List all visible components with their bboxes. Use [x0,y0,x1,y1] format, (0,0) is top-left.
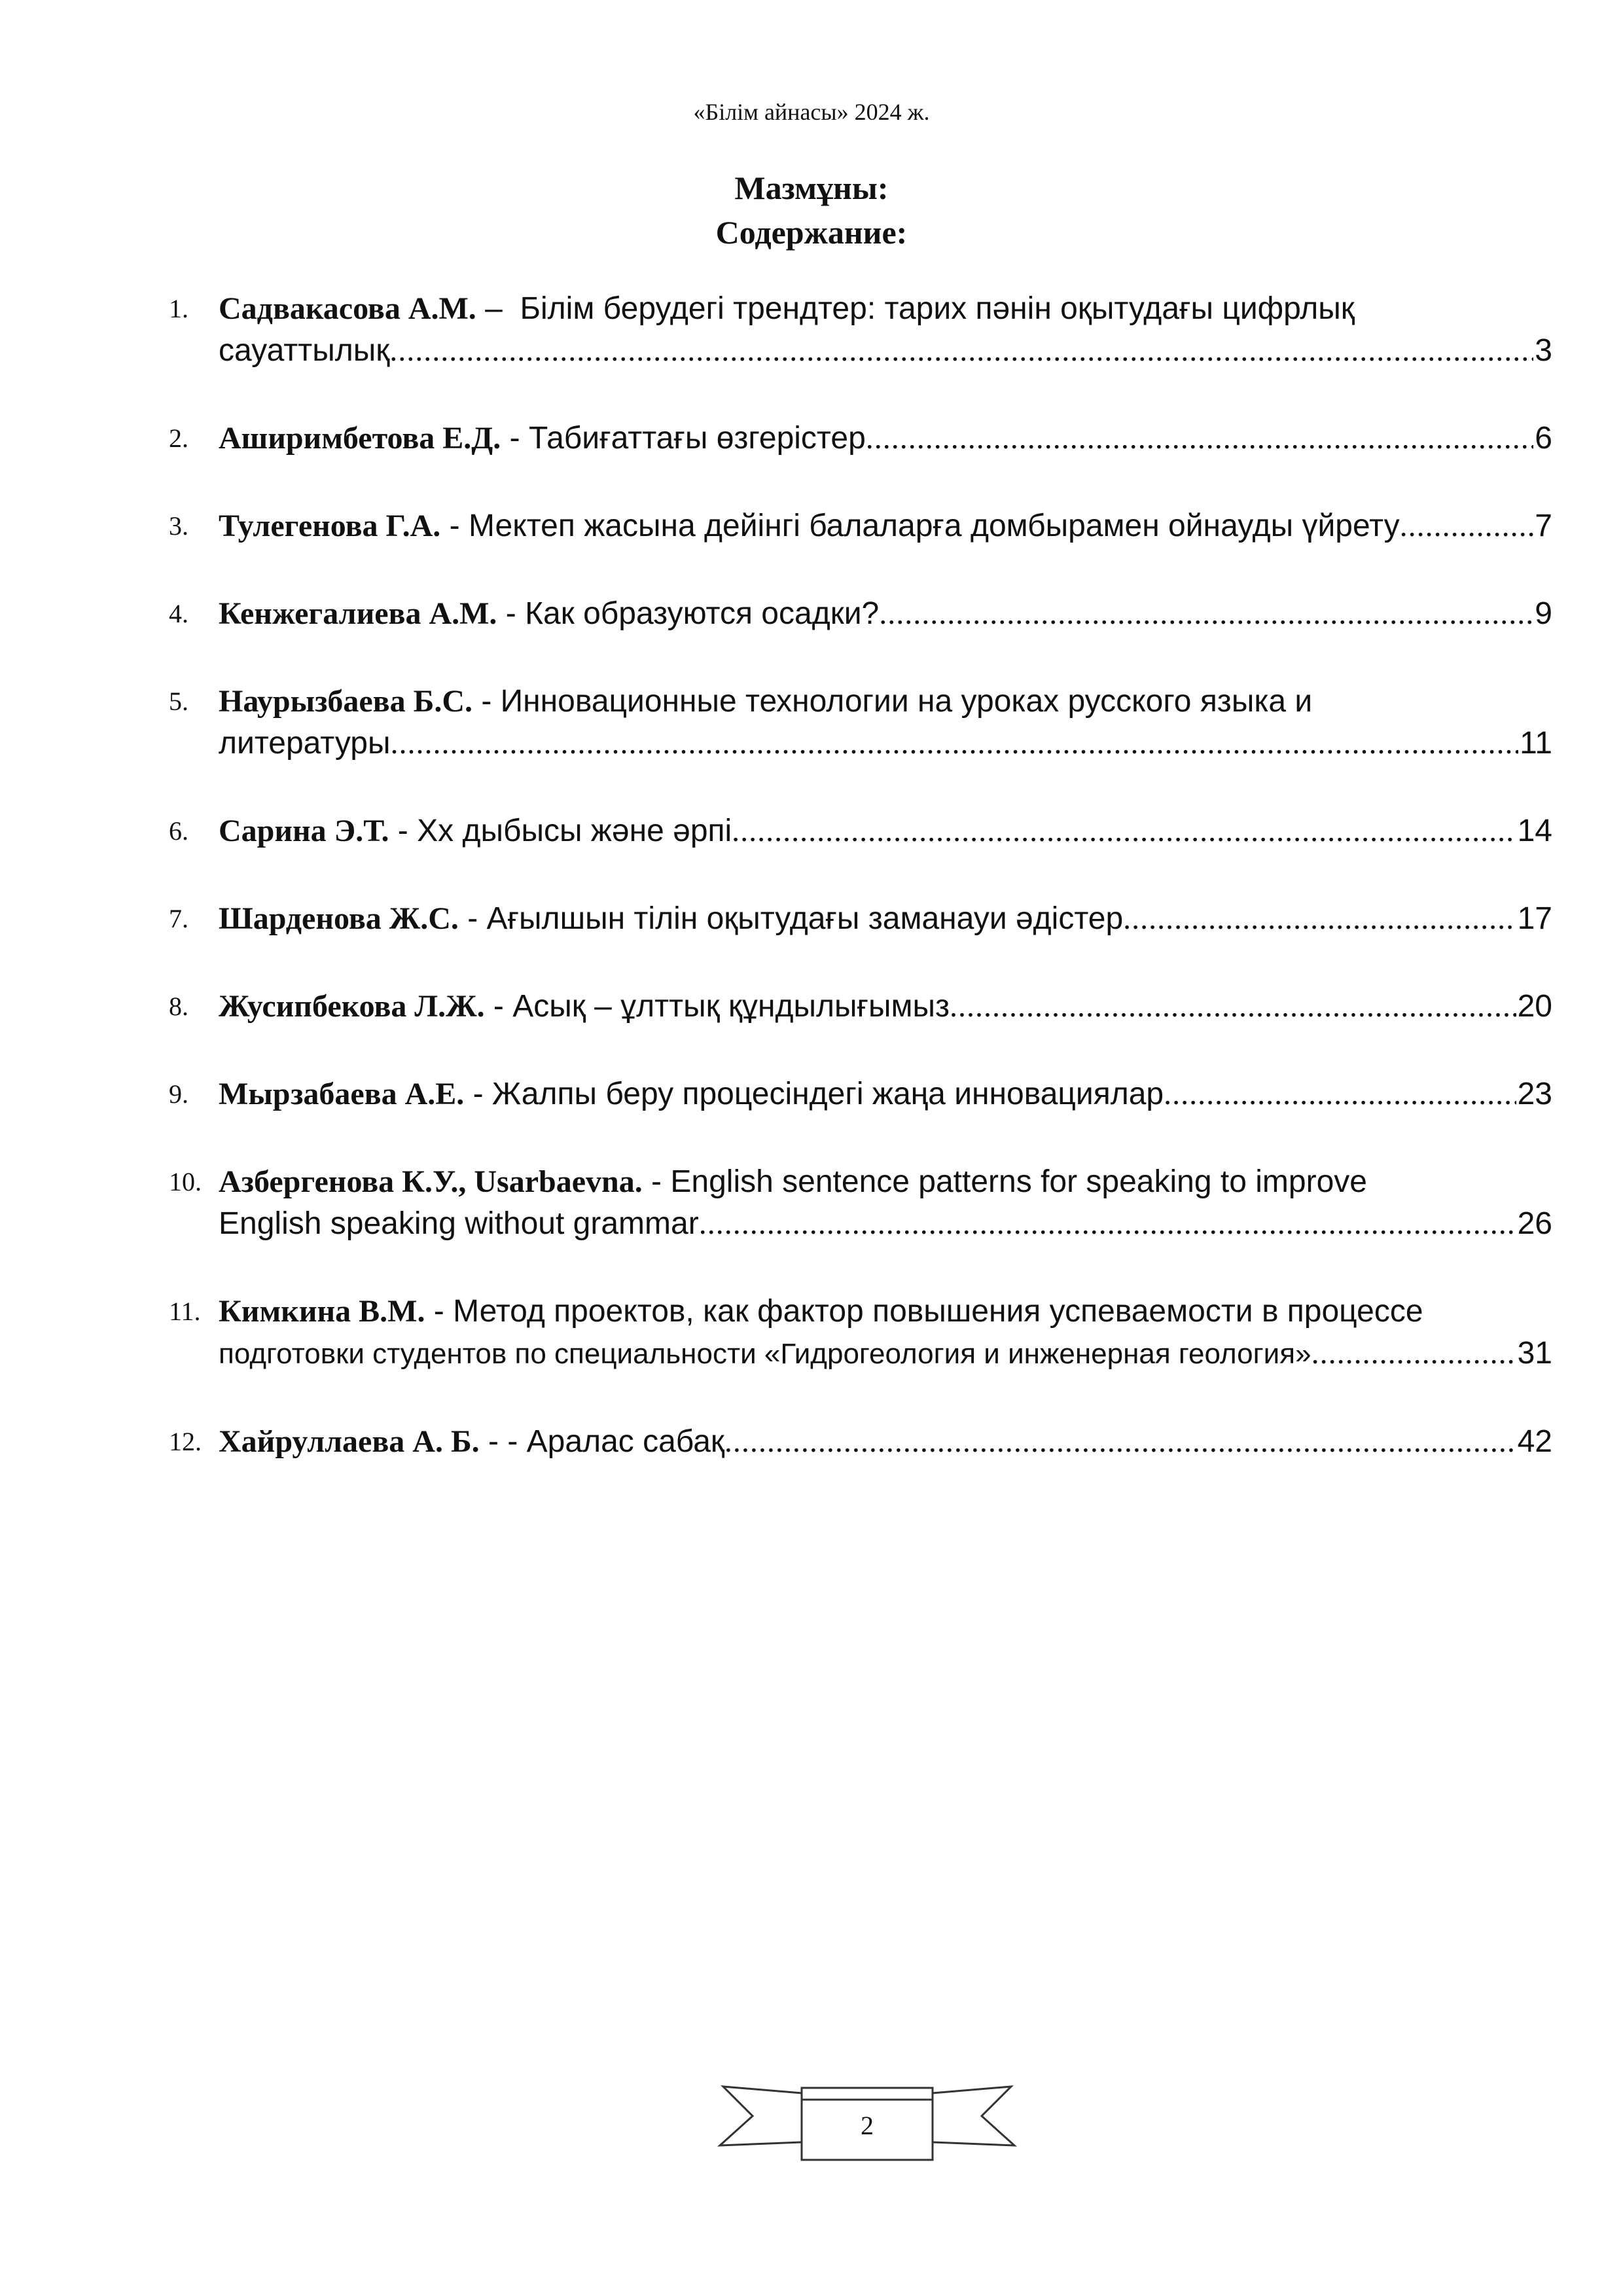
toc-item-page: 9 [1535,596,1552,631]
dot-leader [732,810,1516,852]
toc-item-page: 31 [1517,1336,1552,1371]
toc-item[interactable]: 2. Аширимбетова Е.Д. - Табиғаттағы өзгерістер ..... 6 [169,418,1552,459]
toc-item-title: English sentence patterns for speaking to improve [670,1164,1367,1199]
toc-item-author: Мырзабаева А.Е. [219,1077,465,1111]
toc-item[interactable]: 4. Кенжегалиева А.М. - Как образуются осадки? ..... 9 [169,593,1552,635]
toc-item-author: Аширимбетова Е.Д. [219,421,501,456]
toc-item-number: 3. [169,511,188,541]
title-kazakh: Мазмұны: [734,170,889,206]
toc-item-title: Мектеп жасына дейінгі балаларға домбырамен ойнауды үйрету [468,509,1400,543]
toc-item-number: 10. [169,1167,202,1196]
dot-leader [699,1203,1516,1245]
toc-item-page: 20 [1517,989,1552,1024]
toc-item-number: 4. [169,599,188,628]
toc-item[interactable]: 3. Тулегенова Г.А. - Мектеп жасына дейінгі балаларға домбырамен ойнауды үйрету ..... 7 [169,505,1552,547]
toc-item-title: Жалпы беру процесіндегі жаңа инновациялар [491,1077,1164,1111]
toc-item-number: 7. [169,904,188,933]
toc-item-title: Как образуются осадки? [525,596,880,631]
dot-leader [879,593,1533,635]
toc-item-page: 26 [1517,1206,1552,1241]
toc-item-title-cont: English speaking without grammar [219,1206,699,1241]
toc-item-author: Садвакасова А.М. [219,291,476,326]
toc-item-number: 2. [169,423,188,453]
toc-item-title-cont: литературы [219,726,391,761]
toc-item-number: 5. [169,687,188,716]
dot-leader [950,986,1516,1028]
toc-item-number: 6. [169,816,188,846]
toc-item-author: Тулегенова Г.А. [219,509,441,543]
toc-item-title: Хх дыбысы және әрпі [417,814,732,848]
toc-item-title-cont: сауаттылық [219,333,390,368]
toc-item-author: Кенжегалиева А.М. [219,596,497,631]
toc-item-author: Жусипбекова Л.Ж. [219,989,485,1024]
toc-item-title: Білім берудегі трендтер: тарих пәнін оқытудағы цифрлық [520,291,1355,326]
toc-item[interactable]: 10. Азбергенова К.У., Usarbaevna. - English sentence patterns for speaking to improve English speaking without grammar ..... 26 [169,1161,1552,1245]
table-of-contents [169,288,1552,1509]
dot-leader [390,723,1518,764]
page-number: 2 [861,2111,874,2140]
toc-item[interactable]: 1. Садвакасова А.М. – Білім берудегі трендтер: тарих пәнін оқытудағы цифрлық сауаттылық ..... 3 [169,288,1552,372]
dot-leader [1400,505,1534,547]
toc-item-number: 12. [169,1427,202,1456]
dot-leader [866,418,1534,459]
toc-item-author: Хайруллаева А. Б. [219,1424,480,1459]
toc-item-title: Асық – ұлттық құндылығымыз [512,989,950,1024]
dot-leader [724,1421,1516,1463]
toc-item-number: 9. [169,1079,188,1109]
dot-leader [389,330,1533,372]
toc-item-number: 11. [169,1297,201,1326]
toc-item-title: Табиғаттағы өзгерістер [528,421,866,456]
toc-item-number: 1. [169,294,188,323]
page-number-banner [717,2080,1018,2172]
toc-item-title: Метод проектов, как фактор повышения успеваемости в процессе [453,1294,1423,1329]
toc-item-page: 3 [1535,333,1552,368]
title-russian: Содержание: [715,214,908,251]
dot-leader [1164,1073,1516,1115]
toc-item-page: 42 [1517,1424,1552,1459]
toc-item-page: 14 [1517,814,1552,848]
toc-item-author: Азбергенова К.У., Usarbaevna. [219,1164,643,1199]
toc-item-title-cont: подготовки студентов по специальности «Гидрогеология и инженерная геология» [219,1338,1311,1370]
toc-item[interactable]: 7. Шарденова Ж.С. - Ағылшын тілін оқытудағы заманауи әдістер ..... 17 [169,898,1552,940]
toc-item-title: Ағылшын тілін оқытудағы заманауи әдістер [486,901,1124,936]
toc-item-page: 23 [1517,1077,1552,1111]
toc-item-title: Инновационные технологии на уроках русского языка и [500,684,1313,719]
toc-item-page: 7 [1535,509,1552,543]
toc-item[interactable]: 6. Сарина Э.Т. - Хх дыбысы және әрпі ..... 14 [169,810,1552,852]
toc-item-author: Кимкина В.М. [219,1294,425,1329]
toc-item-page: 17 [1517,901,1552,936]
toc-item-author: Шарденова Ж.С. [219,901,459,936]
toc-item[interactable]: 12. Хайруллаева А. Б. - - Аралас сабақ ..... 42 [169,1421,1552,1463]
toc-item-title: Аралас сабақ [526,1424,724,1459]
dot-leader [1311,1333,1516,1374]
toc-item[interactable]: 11. Кимкина В.М. - Метод проектов, как фактор повышения успеваемости в процессе подготовки студентов по специальности «Гидрогеология и инженерная геология» ..... 31 [169,1291,1552,1375]
journal-header: «Білім айнасы» 2024 ж. [693,99,930,125]
toc-item[interactable]: 5. Наурызбаева Б.С. - Инновационные технологии на уроках русского языка и литературы ..... 11 [169,681,1552,764]
toc-item[interactable]: 9. Мырзабаева А.Е. - Жалпы беру процесіндегі жаңа инновациялар ..... 23 [169,1073,1552,1115]
toc-item-author: Сарина Э.Т. [219,814,389,848]
toc-item-page: 11 [1520,726,1552,761]
toc-item[interactable]: 8. Жусипбекова Л.Ж. - Асық – ұлттық құндылығымыз ..... 20 [169,986,1552,1028]
toc-item-author: Наурызбаева Б.С. [219,684,473,719]
toc-item-number: 8. [169,992,188,1021]
dot-leader [1123,898,1516,940]
toc-item-page: 6 [1535,421,1552,456]
